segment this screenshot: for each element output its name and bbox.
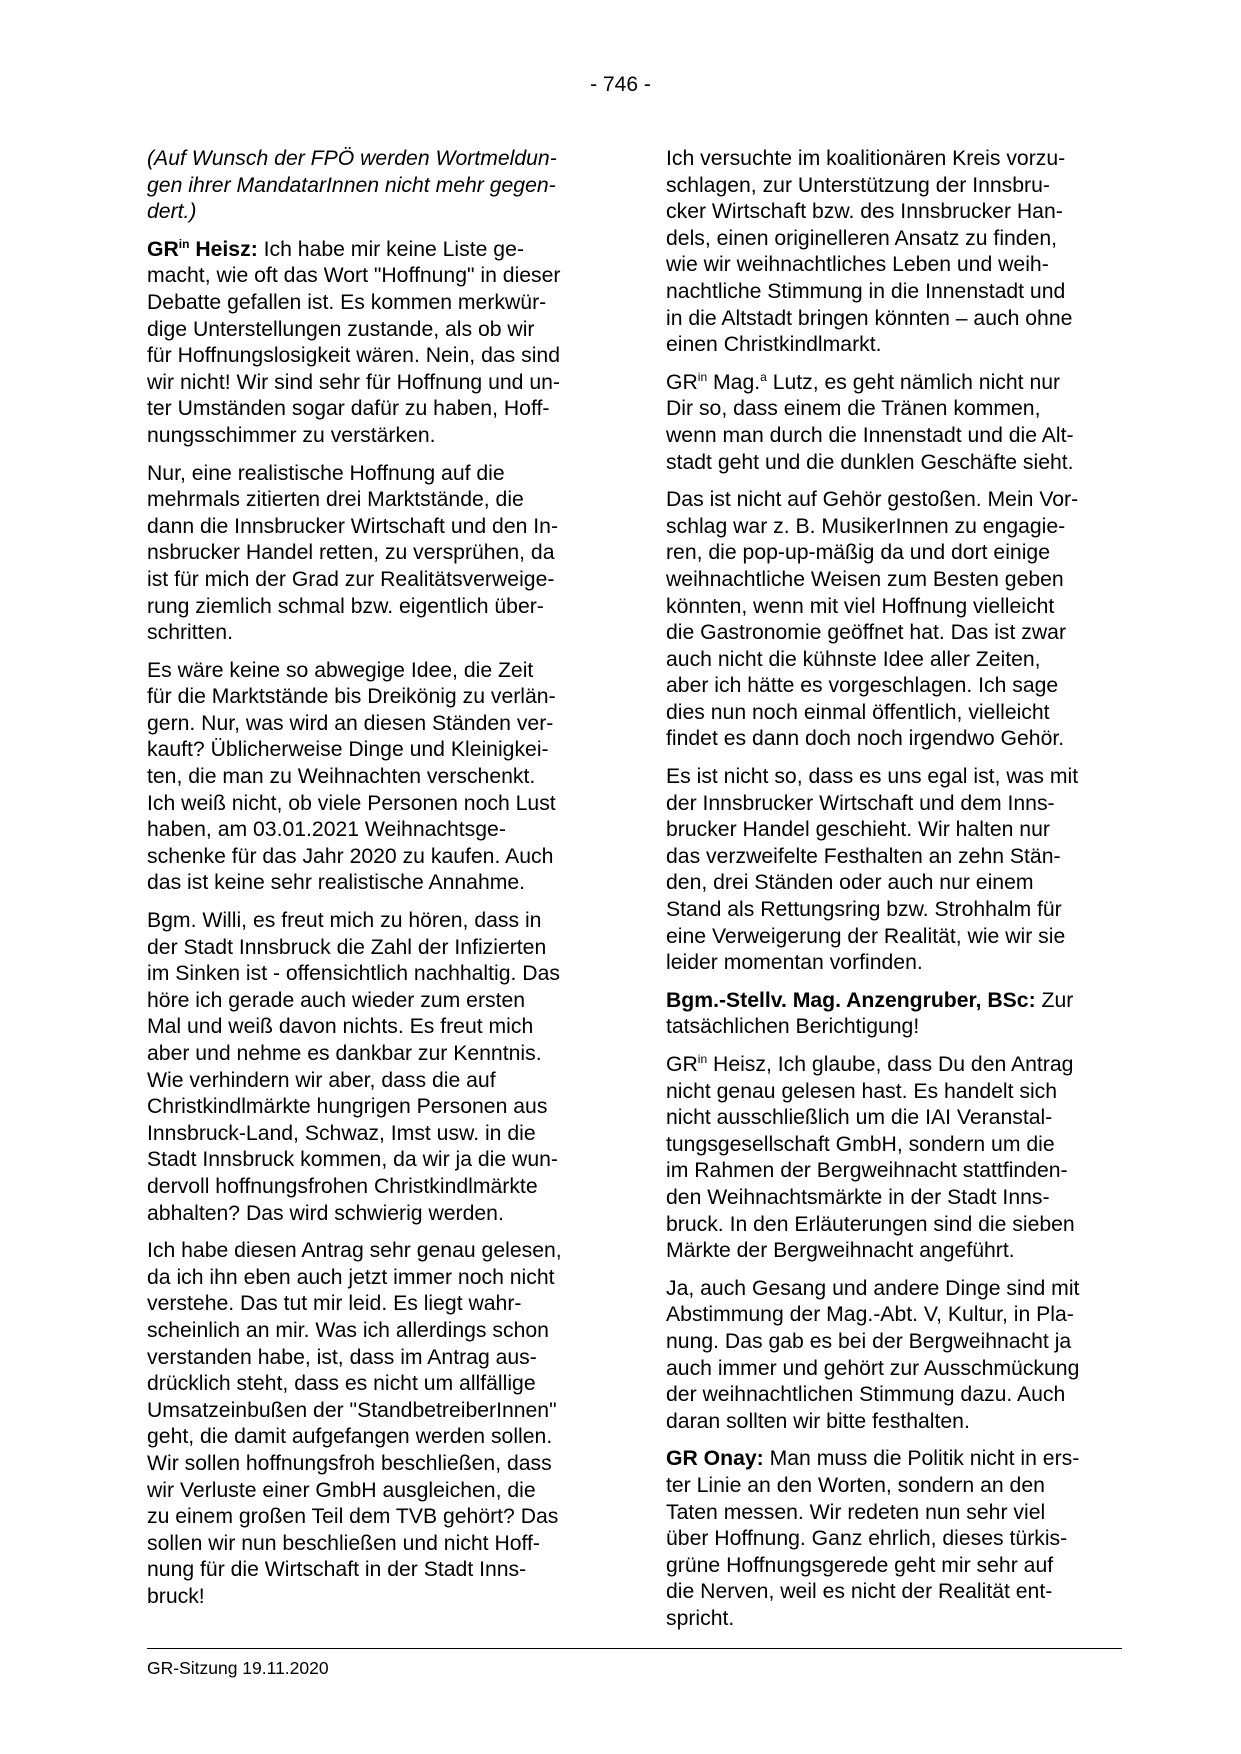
paragraph: Es ist nicht so, dass es uns egal ist, was mit der Innsbrucker Wirtschaft und dem Inns- brucker Handel geschieht. Wir halten nur das verzweifelte Festhalten an zehn Stän- den, drei Ständen oder auch nur einem Stand als Rettungsring bzw. Strohhalm für eine Verweigerung der Realität, wie wir sie leider momentan vorfinden. bbox=[666, 765, 1079, 975]
paragraph-heisz-reply: $GR^{in}$ Heisz, Ich glaube, dass Du den Antrag nicht genau gelesen hast. Es handelt sich nicht ausschließlich um die IAI Veranstal- tungsgesellschaft GmbH, sondern um die im Rahmen der Bergweihnacht stattfinden- den Weihnachtsmärkte in der Stadt Inns- bruck. In den Erläuterungen sind die sieben Märkte der Bergweihnacht angeführt. bbox=[666, 1051, 1075, 1263]
speaker-heisz: $GR^{in}$ Heisz: bbox=[147, 236, 258, 261]
page-number: - 746 - bbox=[590, 73, 651, 96]
paragraph: Ja, auch Gesang und andere Dinge sind mit Abstimmung der Mag.-Abt. V, Kultur, in Pla- nung. Das gab es bei der Bergweihnacht ja auch immer und gehört zur Ausschmückung der weihnachtlichen Stimmung dazu. Auch daran sollten wir bitte festhalten. bbox=[666, 1276, 1080, 1433]
footer-divider bbox=[147, 1648, 1122, 1649]
paragraph: Bgm. Willi, es freut mich zu hören, dass in der Stadt Innsbruck die Zahl der Infizierten im Sinken ist - offensichtlich nachhaltig. Das höre ich gerade auch wieder zum ersten Mal und weiß davon nichts. Es freut mich aber und nehme es dankbar zur Kenntnis. Wie verhindern wir aber, dass die auf Christkindlmärkte hungrigen Personen aus Innsbruck-Land, Schwaz, Imst usw. in die Stadt Innsbruck kommen, da wir ja die wun- dervoll hoffnungsfrohen Christkindlmärkte abhalten? Das wird schwierig werden. bbox=[147, 909, 560, 1225]
paragraph: Nur, eine realistische Hoffnung auf die mehrmals zitierten drei Marktstände, die dann die Innsbrucker Wirtschaft und den In- nsbrucker Handel retten, zu versprühen, da ist für mich der Grad zur Realitätsverweige- rung ziemlich schmal bzw. eigentlich über- schritten. bbox=[147, 461, 559, 645]
speech-anzengruber: Bgm.-Stellv. Mag. Anzengruber, BSc: Zur tatsächlichen Berichtigung! bbox=[666, 988, 1074, 1039]
left-column bbox=[147, 146, 597, 1621]
paragraph: Das ist nicht auf Gehör gestoßen. Mein Vor- schlag war z. B. MusikerInnen zu engagie- ren, die pop-up-mäßig da und dort einige weihnachtliche Weisen zum Besten geben könnten, wenn mit viel Hoffnung vielleicht die Gastronomie geöffnet hat. Das ist zwar auch nicht die kühnste Idee aller Zeiten, aber ich hätte es vorgeschlagen. Ich sage dies nun noch einmal öffentlich, vielleicht findet es dann doch noch irgendwo Gehör. bbox=[666, 488, 1079, 751]
footer-text: GR-Sitzung 19.11.2020 bbox=[147, 1658, 329, 1678]
speaker-onay: GR Onay: bbox=[666, 1447, 764, 1471]
gender-note: (Auf Wunsch der FPÖ werden Wortmeldun- gen ihrer MandatarInnen nicht mehr gegen- dert.) bbox=[147, 147, 557, 224]
speech-onay: GR Onay: Man muss die Politik nicht in ers- ter Linie an den Worten, sondern an den Taten messen. Wir redeten nun sehr viel über Hoffnung. Ganz ehrlich, dieses türkis- grüne Hoffnungsgerede geht mir sehr auf die Nerven, weil es nicht der Realität ent- spricht. bbox=[666, 1447, 1080, 1630]
paragraph: Es wäre keine so abwegige Idee, die Zeit für die Marktstände bis Dreikönig zu verlän- gern. Nur, was wird an diesen Ständen ver- kauft? Üblicherweise Dinge und Kleinigkei- ten, die man zu Weihnachten verschenkt. Ich weiß nicht, ob viele Personen noch Lust haben, am 03.01.2021 Weihnachtsge- schenke für das Jahr 2020 zu kaufen. Auch das ist keine sehr realistische Annahme. bbox=[147, 658, 556, 895]
speech-heisz: $GR^{in}$ Heisz: Ich habe mir keine Liste ge- macht, wie oft das Wort "Hoffnung" in dieser Debatte gefallen ist. Es kommen merkwür- dige Unterstellungen zustande, als ob wir für Hoffnungslosigkeit wären. Nein, das sind wir nicht! Wir sind sehr für Hoffnung und un- ter Umständen sogar dafür zu haben, Hoff- nungsschimmer zu verstärken. bbox=[147, 236, 561, 447]
paragraph: Ich versuchte im koalitionären Kreis vorzu- schlagen, zur Unterstützung der Innsbru- cker Wirtschaft bzw. des Innsbrucker Han- dels, einen originelleren Ansatz zu finden, wie wir weihnachtliches Leben und weih- nachtliche Stimmung in die Innenstadt und in die Altstadt bringen könnten – auch ohne einen Christkindlmarkt. bbox=[666, 147, 1073, 357]
right-column bbox=[666, 146, 1122, 1643]
paragraph: Ich habe diesen Antrag sehr genau gelesen, da ich ihn eben auch jetzt immer noch nicht verstehe. Das tut mir leid. Es liegt wahr- scheinlich an mir. Was ich allerdings schon verstanden habe, ist, dass im Antrag aus- drücklich steht, dass es nicht um allfällige Umsatzeinbußen der "StandbetreiberInnen" geht, die damit aufgefangen werden sollen. Wir sollen hoffnungsfroh beschließen, dass wir Verluste einer GmbH ausgleichen, die zu einem großen Teil dem TVB gehört? Das sollen wir nun beschließen und nicht Hoff- nung für die Wirtschaft in der Stadt Inns- bruck! bbox=[147, 1239, 562, 1608]
paragraph-lutz: $GR^{in}$ Mag.$^a$ Lutz, es geht nämlich nicht nur Dir so, dass einem die Tränen kommen, wenn man durch die Innenstadt und die Alt- stadt geht und die dunklen Geschäfte sieht. bbox=[666, 369, 1074, 474]
speaker-anzengruber: Bgm.-Stellv. Mag. Anzengruber, BSc: bbox=[666, 988, 1036, 1012]
